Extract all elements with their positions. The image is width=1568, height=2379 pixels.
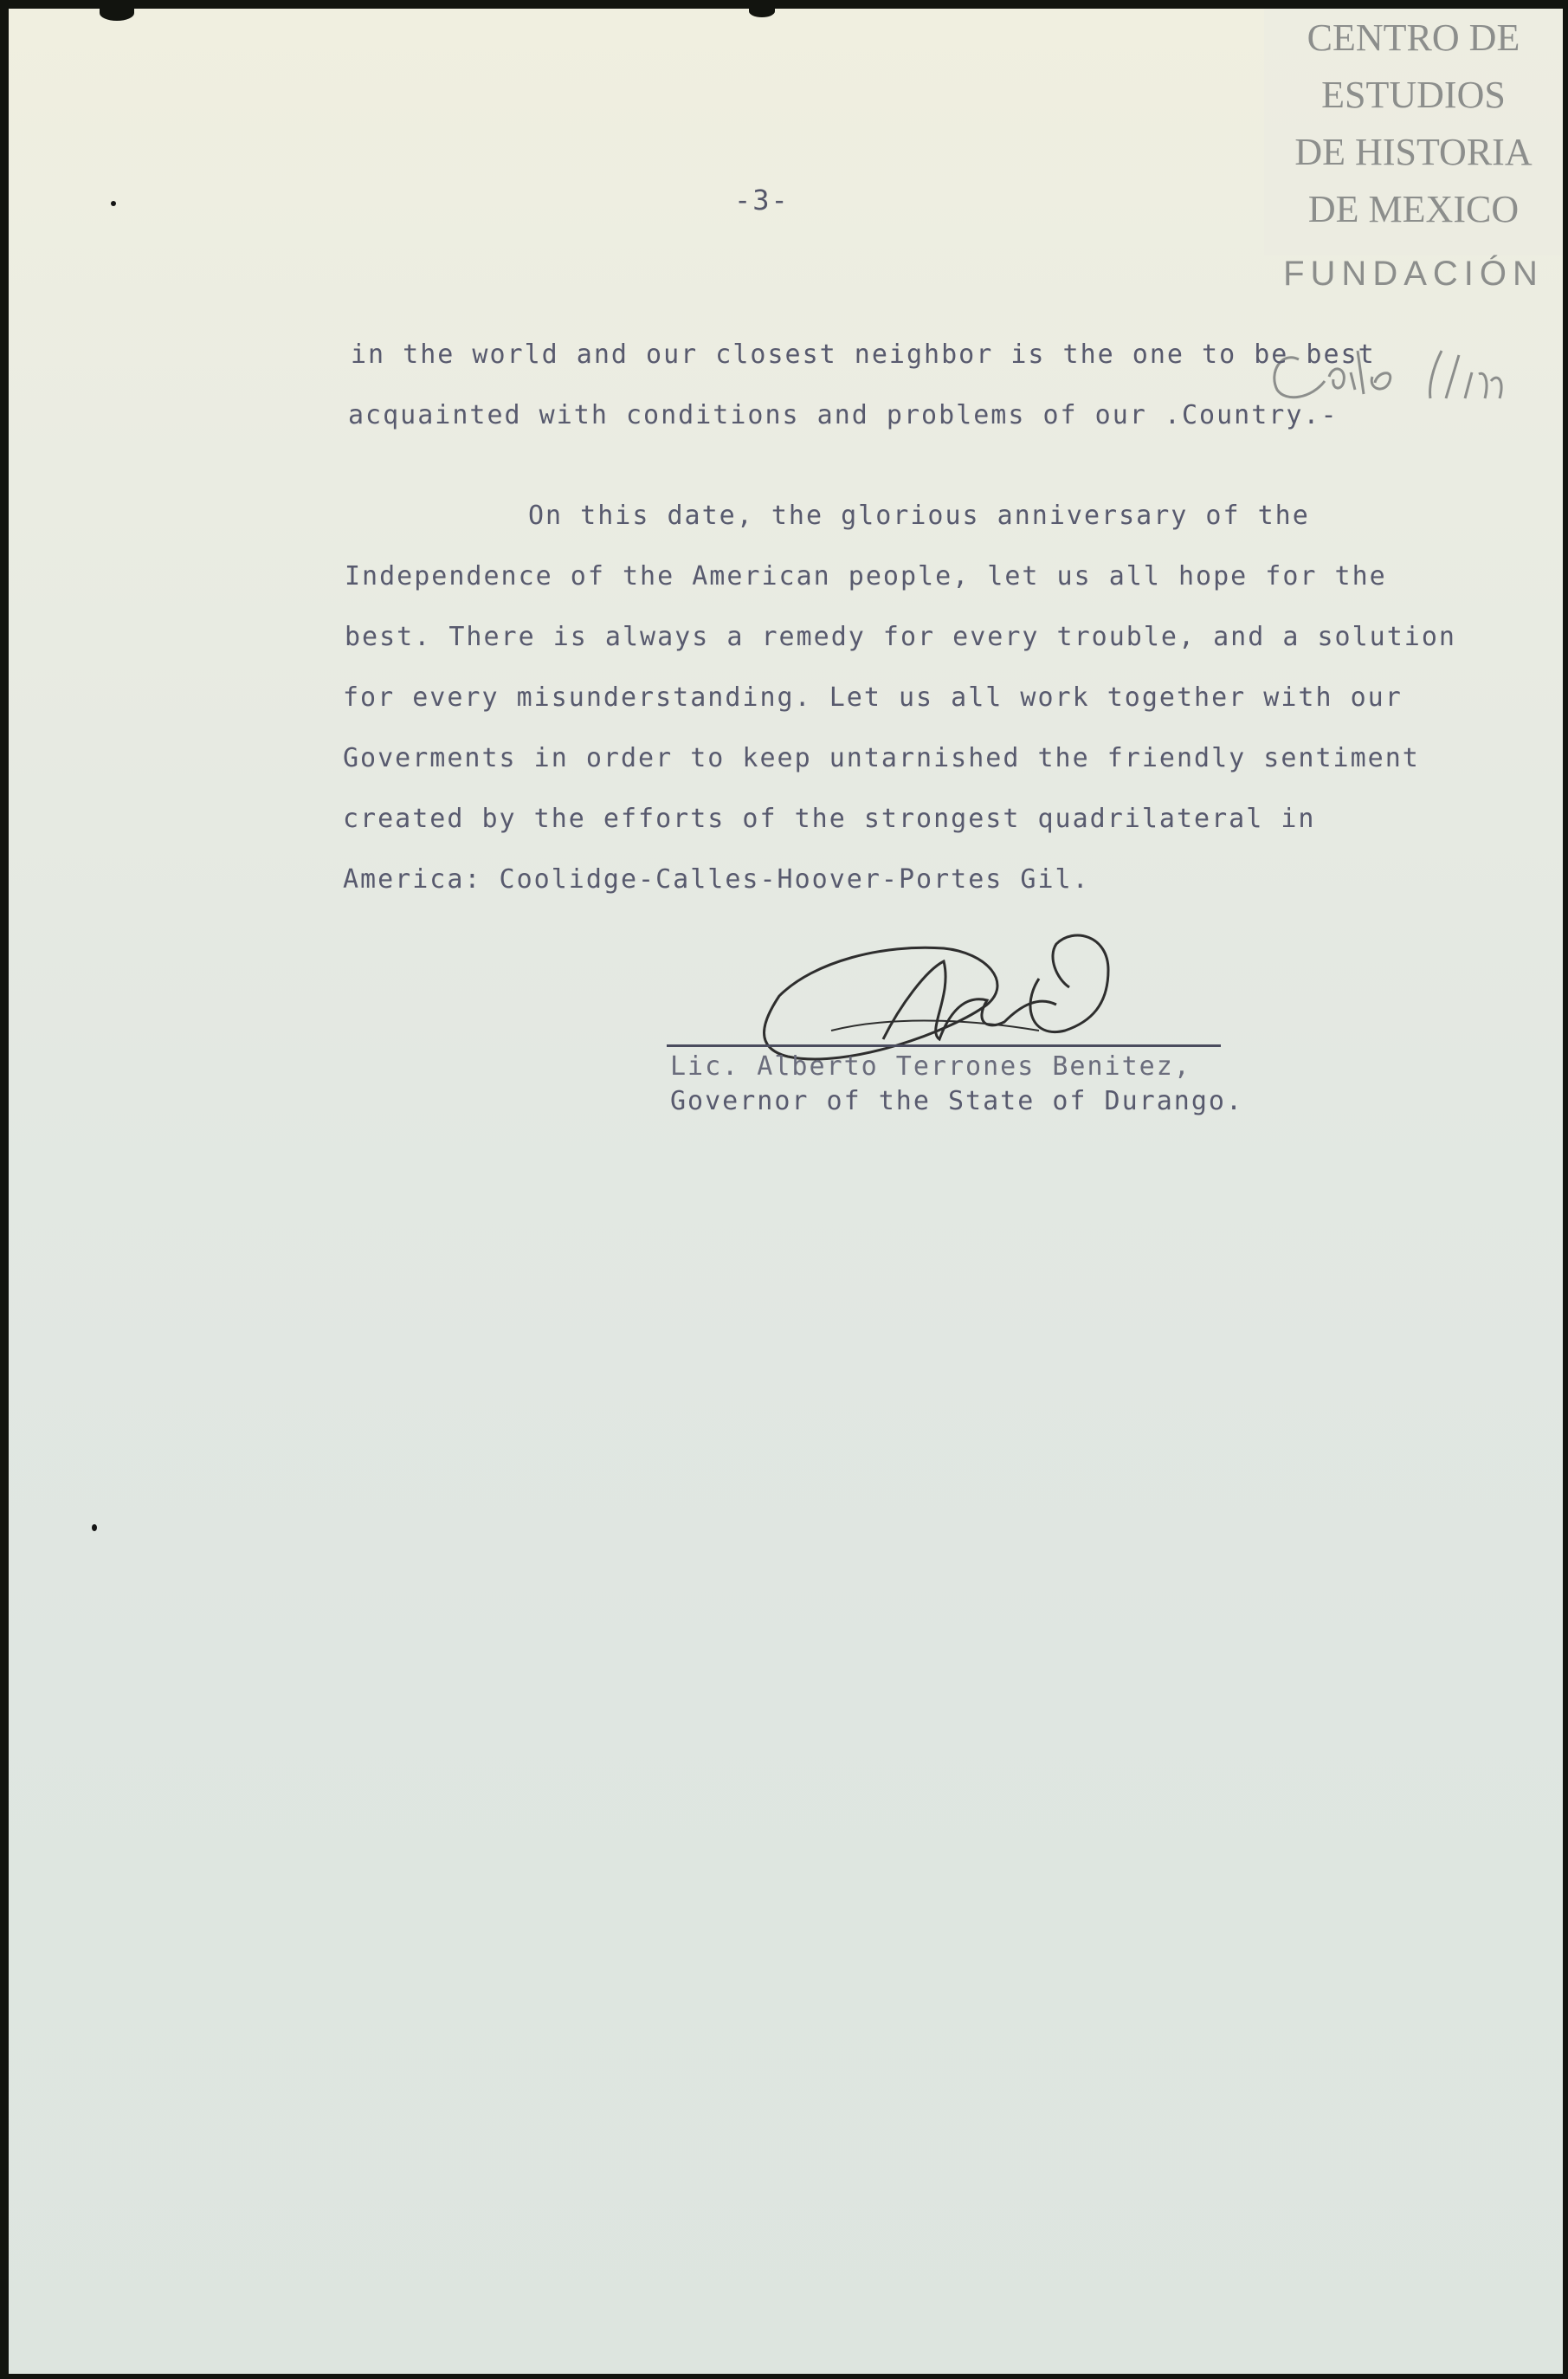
- text-line: in the world and our closest neighbor is the one to be best: [351, 339, 1376, 370]
- text-line: acquainted with conditions and problems of our .Country.-: [348, 400, 1339, 430]
- text-line: created by the efforts of the strongest quadrilateral in: [343, 804, 1316, 834]
- text-line: On this date, the glorious anniversary of the: [528, 501, 1310, 531]
- archive-stamp: [1264, 9, 1563, 293]
- text-line: for every misunderstanding. Let us all work together with our: [343, 682, 1403, 713]
- handwritten-signature: [727, 901, 1212, 1074]
- text-line: Goverments in order to keep untarnished the friendly sentiment: [343, 743, 1420, 773]
- stamp-line: ESTUDIOS: [1321, 74, 1506, 116]
- signatory-title: Governor of the State of Durango.: [670, 1086, 1244, 1116]
- signatory-name: Lic. Alberto Terrones Benitez,: [670, 1051, 1191, 1082]
- stamp-line: DE HISTORIA: [1294, 131, 1533, 173]
- stamp-foundation: FUNDACIÓN: [1283, 255, 1544, 293]
- page-number: -3-: [734, 184, 790, 217]
- margin-mark: [111, 201, 116, 206]
- stamp-line: CENTRO DE: [1307, 16, 1520, 59]
- text-line: America: Coolidge-Calles-Hoover-Portes Gil.: [343, 864, 1090, 895]
- top-tear-right: [749, 9, 775, 17]
- margin-mark: [92, 1524, 97, 1531]
- text-line: Independence of the American people, let us all hope for the: [345, 561, 1387, 592]
- stamp-line: DE MEXICO: [1307, 188, 1520, 230]
- top-tear-left: [100, 9, 134, 21]
- text-line: best. There is always a remedy for every trouble, and a solution: [345, 622, 1456, 652]
- document-page: [9, 9, 1563, 2374]
- signature-line: [667, 1044, 1221, 1047]
